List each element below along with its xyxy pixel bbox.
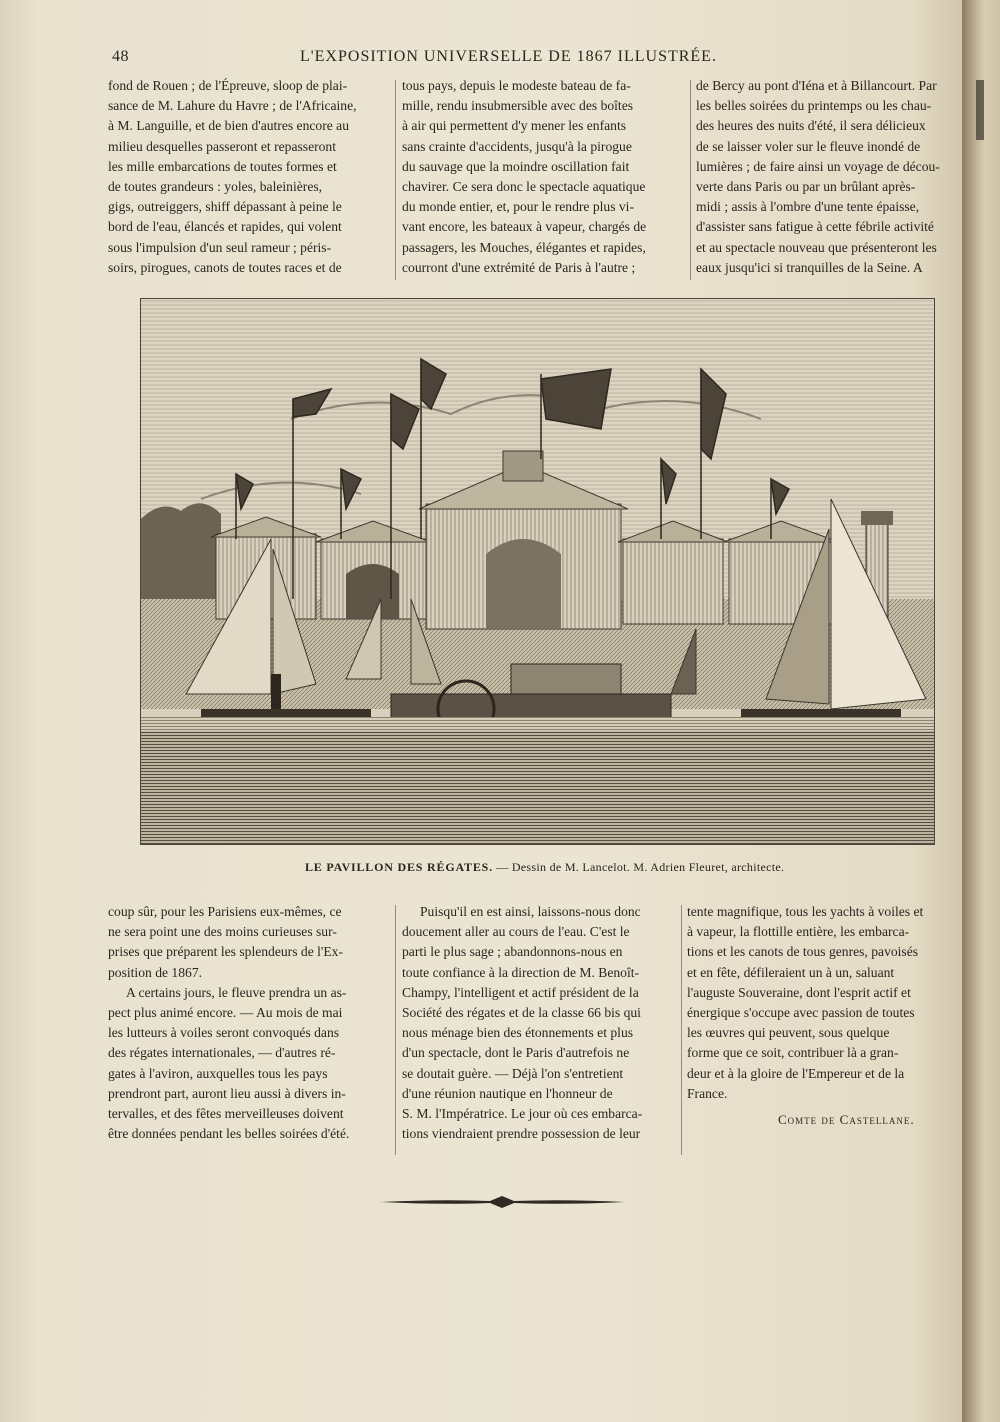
text-line: d'un spectacle, dont le Paris d'autrefois ne bbox=[402, 1045, 630, 1061]
regatta-pavilion-engraving bbox=[141, 299, 934, 844]
text-line: les belles soirées du printemps ou les chau- bbox=[696, 98, 932, 114]
text-line: à M. Languille, et de bien d'autres encore au bbox=[108, 118, 349, 134]
text-line: courront d'une extrémité de Paris à l'autre ; bbox=[402, 259, 636, 275]
page-number: 48 bbox=[112, 48, 129, 65]
text-line: position de 1867. bbox=[108, 964, 203, 980]
text-line: tervalles, et des fêtes merveilleuses doivent bbox=[108, 1106, 344, 1122]
text-line: d'assister sans fatigue à cette fébrile activité bbox=[696, 219, 934, 235]
top-column-2 bbox=[402, 76, 687, 278]
text-line: Puisqu'il en est ainsi, laissons-nous donc bbox=[420, 904, 641, 919]
text-line: énergique s'occupe avec passion de toutes bbox=[687, 1005, 915, 1021]
end-ornament bbox=[380, 1195, 625, 1209]
text-line: eaux jusqu'ici si tranquilles de la Seine. A bbox=[696, 259, 923, 275]
text-line: pect plus animé encore. — Au mois de mai bbox=[108, 1005, 343, 1021]
text-line: être données pendant les belles soirées d'été. bbox=[108, 1126, 350, 1142]
column-rule bbox=[395, 80, 396, 280]
text-line: prendront part, auront lieu aussi à divers in- bbox=[108, 1085, 346, 1101]
text-line: gates à l'aviron, auxquelles tous les pays bbox=[108, 1065, 328, 1081]
text-line: lumières ; de faire ainsi un voyage de décou- bbox=[696, 158, 940, 174]
text-line: gigs, outreiggers, shiff dépassant à peine le bbox=[108, 199, 342, 215]
text-line: du monde entier, et, pour le rendre plus vi- bbox=[402, 199, 634, 215]
text-line: deur et à la gloire de l'Empereur et de la bbox=[687, 1065, 905, 1081]
text-line: et en fête, défileraient un à un, saluant bbox=[687, 964, 895, 980]
text-line: du sauvage que la moindre oscillation fait bbox=[402, 158, 630, 174]
text-line: se doutait guère. — Déjà l'on s'entretient bbox=[402, 1065, 624, 1081]
text-line: passagers, les Mouches, élégantes et rapides, bbox=[402, 239, 646, 255]
text-line: midi ; assis à l'ombre d'une tente épaisse, bbox=[696, 199, 920, 215]
text-line: tente magnifique, tous les yachts à voiles et bbox=[687, 904, 924, 919]
text-line: des régates internationales, — d'autres ré- bbox=[108, 1045, 336, 1061]
bottom-column-1 bbox=[108, 902, 388, 1144]
text-line: tions et les canots de tous genres, pavoisés bbox=[687, 944, 919, 960]
text-line: les lutteurs à voiles seront convoqués dans bbox=[108, 1025, 340, 1041]
text-line: vant encore, les bateaux à vapeur, chargés de bbox=[402, 219, 647, 235]
text-line: ne sera point une des moins curieuses sur- bbox=[108, 924, 337, 940]
text-line: à air qui permettent d'y mener les enfants bbox=[402, 118, 627, 134]
text-line: sance de M. Lahure du Havre ; de l'Africaine, bbox=[108, 98, 357, 114]
text-line: à vapeur, la flottille entière, les embarca- bbox=[687, 924, 910, 940]
column-rule bbox=[681, 905, 682, 1155]
text-line: sous l'impulsion d'un seul rameur ; péris- bbox=[108, 239, 332, 255]
text-line: tous pays, depuis le modeste bateau de fa- bbox=[402, 78, 631, 93]
column-rule bbox=[395, 905, 396, 1155]
text-line: doucement aller au cours de l'eau. C'est le bbox=[402, 924, 630, 940]
text-line: et au spectacle nouveau que présenteront les bbox=[696, 239, 937, 255]
author-signature: Comte de Castellane. bbox=[778, 1112, 915, 1127]
caption-credit: — Dessin de M. Lancelot. M. Adrien Fleuret, architecte. bbox=[492, 860, 785, 874]
illustration-caption bbox=[305, 860, 784, 875]
text-line: verte dans Paris ou par un brûlant après- bbox=[696, 179, 916, 195]
text-line: forme que ce soit, contribuer là a gran- bbox=[687, 1045, 899, 1061]
top-column-3 bbox=[696, 76, 961, 278]
book-binding-edge bbox=[962, 0, 1000, 1422]
text-line: France. bbox=[687, 1085, 728, 1101]
text-line: parti le plus sage ; abandonnons-nous en bbox=[402, 944, 623, 960]
text-line: Champy, l'intelligent et actif président de la bbox=[402, 984, 639, 1000]
text-line: les mille embarcations de toutes formes et bbox=[108, 158, 337, 174]
bottom-column-2 bbox=[402, 902, 687, 1144]
text-line: tions viendraient prendre possession de leur bbox=[402, 1126, 641, 1142]
column-rule bbox=[690, 80, 691, 280]
text-line: de Bercy au pont d'Iéna et à Billancourt. Par bbox=[696, 78, 937, 93]
text-line: A certains jours, le fleuve prendra un as- bbox=[126, 984, 347, 1000]
text-line: Société des régates et de la classe 66 bis qui bbox=[402, 1005, 641, 1021]
text-line: sans crainte d'accidents, jusqu'à la pirogue bbox=[402, 138, 632, 154]
binding-mark bbox=[976, 80, 984, 140]
top-column-1 bbox=[108, 76, 388, 278]
text-line: milieu desquelles passeront et repasseront bbox=[108, 138, 337, 154]
caption-title: LE PAVILLON DES RÉGATES. bbox=[305, 860, 493, 874]
text-line: fond de Rouen ; de l'Épreuve, sloop de plai- bbox=[108, 78, 348, 93]
text-line: l'auguste Souveraine, dont l'esprit actif et bbox=[687, 984, 911, 1000]
running-title: L'EXPOSITION UNIVERSELLE DE 1867 ILLUSTRÉE. bbox=[300, 48, 717, 65]
text-line: bord de l'eau, élancés et rapides, qui volent bbox=[108, 219, 342, 235]
text-line: coup sûr, pour les Parisiens eux-mêmes, ce bbox=[108, 904, 342, 919]
text-line: d'une réunion nautique en l'honneur de bbox=[402, 1085, 613, 1101]
text-line: soirs, pirogues, canots de toutes races et de bbox=[108, 259, 342, 275]
text-line: les œuvres qui peuvent, sous quelque bbox=[687, 1025, 890, 1041]
text-line: mille, rendu insubmersible avec des boîtes bbox=[402, 98, 634, 114]
bottom-column-3 bbox=[687, 902, 955, 1104]
text-line: de toutes grandeurs : yoles, baleinières, bbox=[108, 179, 323, 195]
text-line: S. M. l'Impératrice. Le jour où ces embarca- bbox=[402, 1106, 643, 1122]
engraving-illustration bbox=[140, 298, 935, 845]
text-line: de se laisser voler sur le fleuve inondé de bbox=[696, 138, 921, 154]
text-line: des heures des nuits d'été, il sera délicieux bbox=[696, 118, 926, 134]
text-line: chavirer. Ce sera donc le spectacle aquatique bbox=[402, 179, 646, 195]
text-line: nous ménage bien des étonnements et plus bbox=[402, 1025, 634, 1041]
text-line: toute confiance à la direction de M. Benoît- bbox=[402, 964, 640, 980]
text-line: prises que préparent les splendeurs de l'Ex- bbox=[108, 944, 343, 960]
